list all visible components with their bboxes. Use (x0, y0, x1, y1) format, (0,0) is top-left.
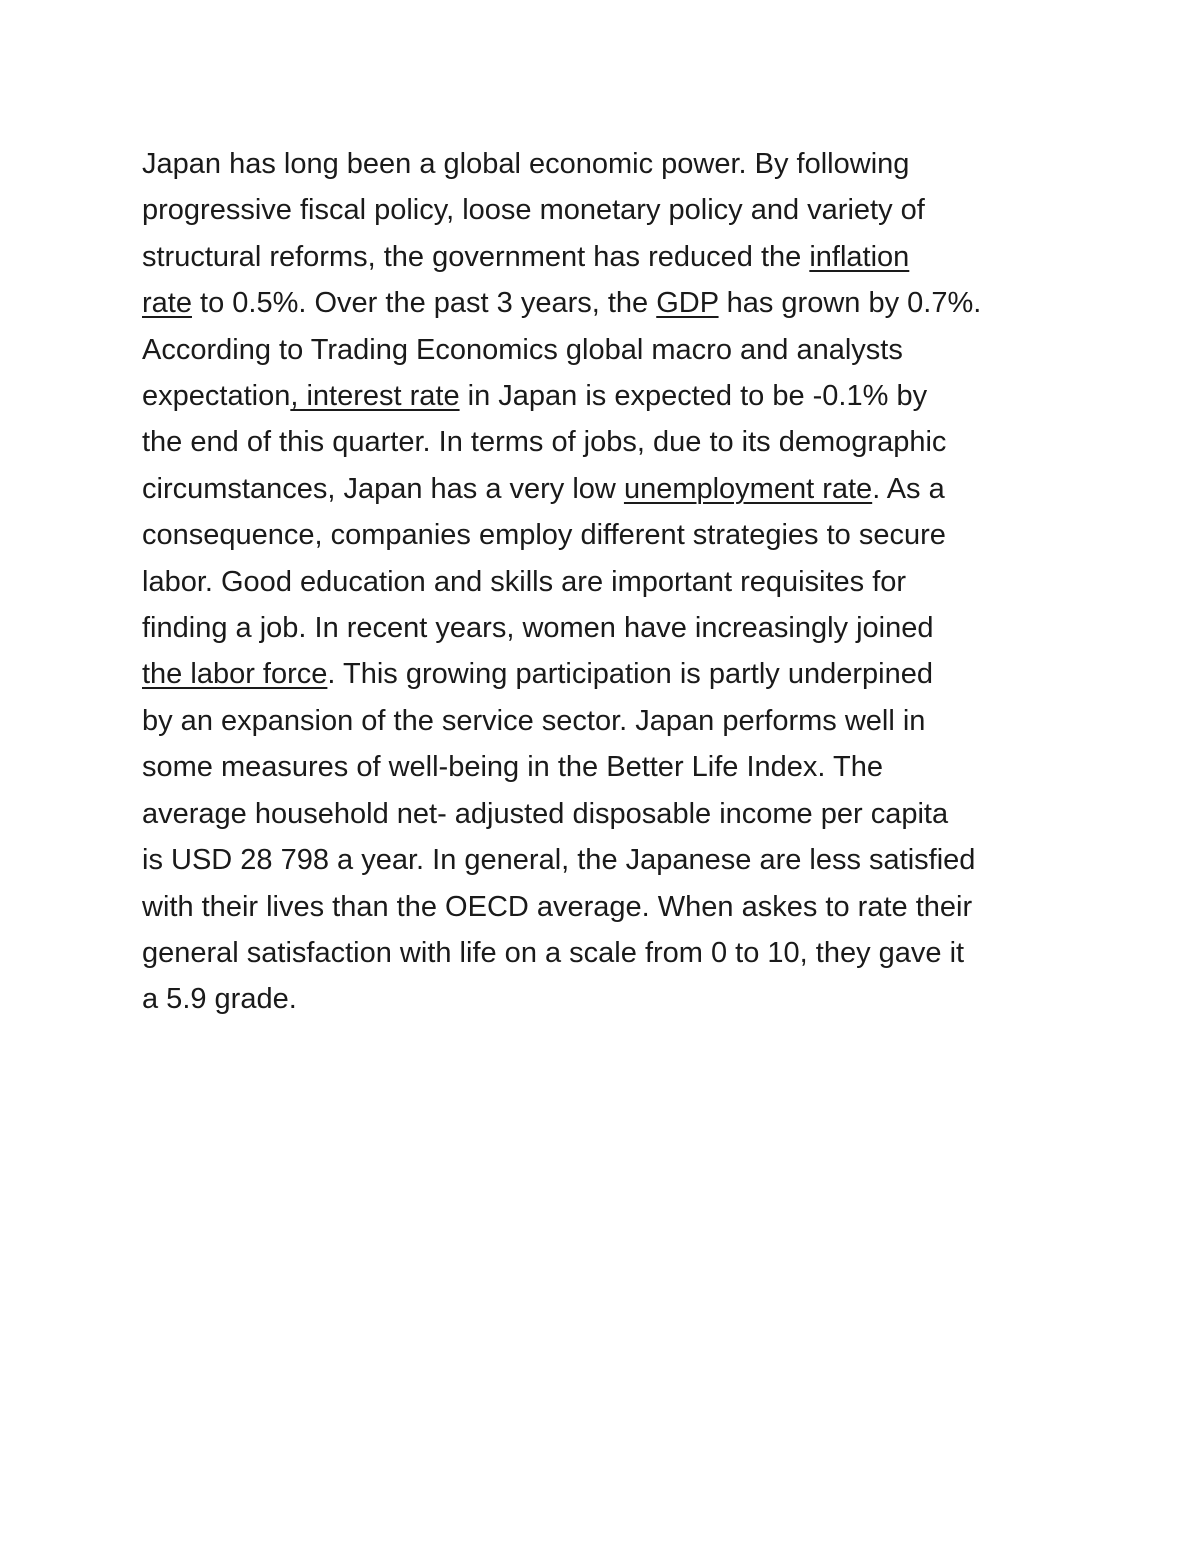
text-run: is USD 28 798 a year. In general, the Japanese are less satisfied (142, 844, 976, 877)
underlined-term: inflation (809, 240, 910, 273)
underlined-term: GDP (656, 287, 719, 320)
text-run: progressive fiscal policy, loose monetary policy and variety of (142, 194, 925, 227)
text-run: general satisfaction with life on a scale from 0 to 10, they gave it (142, 936, 965, 969)
text-line (142, 976, 1072, 1022)
underlined-term: rate (142, 287, 192, 320)
text-line (142, 187, 1072, 233)
text-run: labor. Good education and skills are important requisites for (142, 565, 907, 598)
text-line (142, 884, 1072, 930)
text-line (142, 466, 1072, 512)
text-run: average household net- adjusted disposable income per capita (142, 797, 949, 830)
text-run: in Japan is expected to be -0.1% by (459, 380, 928, 413)
text-line (142, 791, 1072, 837)
text-line (142, 698, 1072, 744)
text-line (142, 651, 1072, 697)
text-run: by an expansion of the service sector. Japan performs well in (142, 704, 926, 737)
text-line (142, 559, 1072, 605)
text-run: . As a (872, 472, 945, 505)
text-line (142, 280, 1072, 326)
text-run: . This growing participation is partly underpined (327, 658, 933, 691)
text-run: According to Trading Economics global macro and analysts (142, 333, 903, 366)
text-run: some measures of well-being in the Better Life Index. The (142, 751, 883, 784)
text-run: consequence, companies employ different strategies to secure (142, 519, 946, 552)
text-line (142, 837, 1072, 883)
text-line (142, 744, 1072, 790)
text-line (142, 141, 1072, 187)
text-run: a 5.9 grade. (142, 983, 297, 1016)
text-line (142, 512, 1072, 558)
text-run: Japan has long been a global economic power. By following (142, 148, 910, 180)
underlined-term: the labor force (142, 658, 328, 691)
text-run: has grown by 0.7%. (718, 287, 982, 320)
body-paragraph (142, 141, 1072, 1023)
text-line (142, 605, 1072, 651)
text-run: finding a job. In recent years, women have increasingly joined (142, 612, 934, 645)
text-run: expectation (142, 380, 291, 413)
text-run: circumstances, Japan has a very low (142, 472, 624, 505)
text-run: the end of this quarter. In terms of jobs, due to its demographic (142, 426, 947, 459)
text-run: to 0.5%. Over the past 3 years, the (191, 287, 657, 320)
text-line (142, 234, 1072, 280)
text-line (142, 419, 1072, 465)
underlined-term: , interest rate (290, 380, 460, 413)
text-run: with their lives than the OECD average. When askes to rate their (142, 890, 973, 923)
underlined-term: unemployment rate (623, 472, 873, 505)
text-run: structural reforms, the government has reduced the (142, 240, 810, 273)
text-line (142, 327, 1072, 373)
text-line (142, 930, 1072, 976)
text-line (142, 373, 1072, 419)
